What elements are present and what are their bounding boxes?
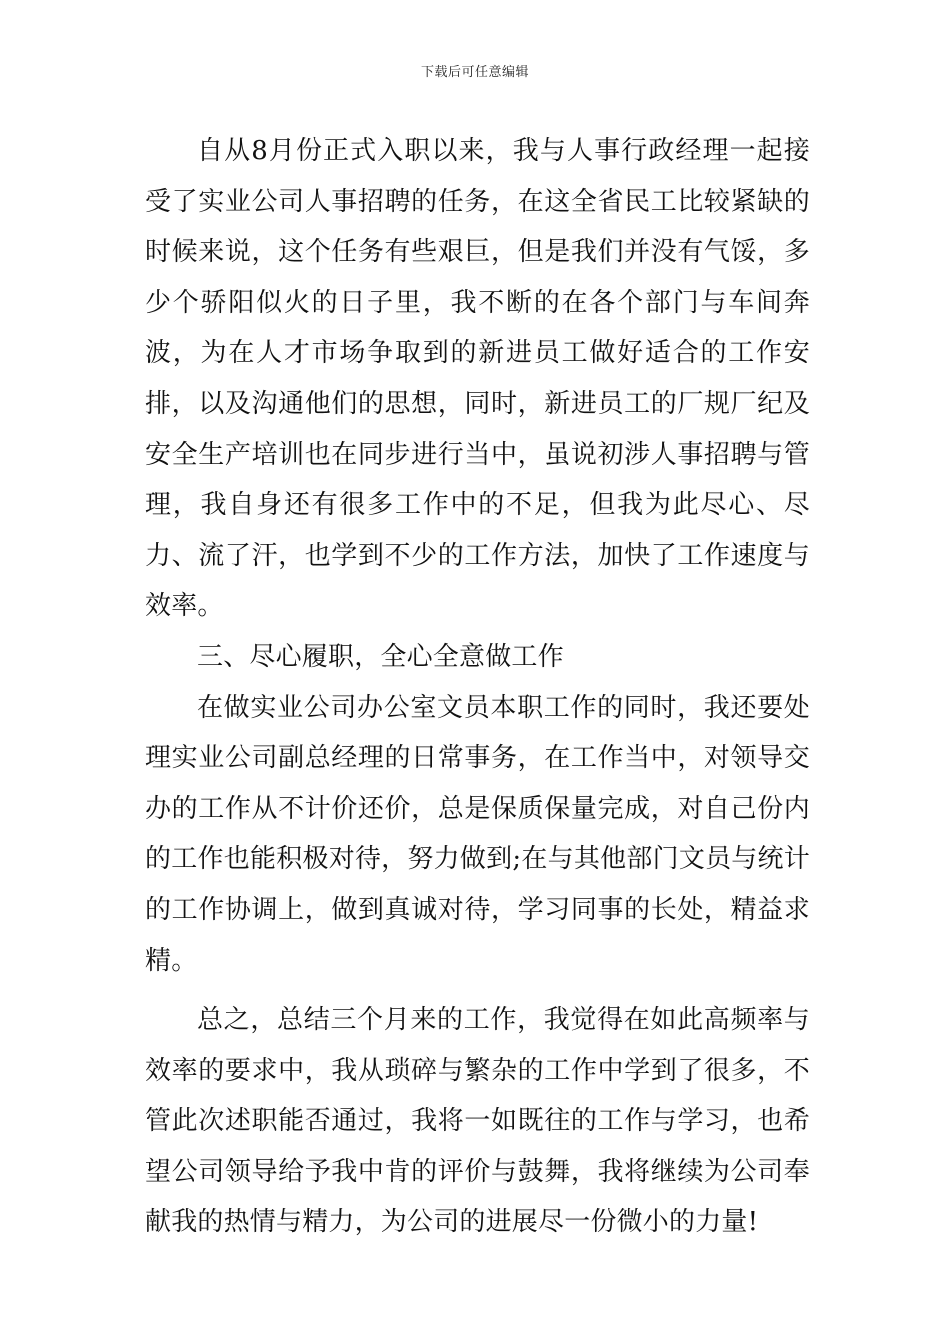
page-header-note: 下载后可任意编辑: [420, 65, 529, 80]
paragraph-summary: 总之，总结三个月来的工作，我觉得在如此高频率与效率的要求中，我从琐碎与繁杂的工作中学到了很多，不管此次述职能否通过，我将一如既往的工作与学习，也希望公司领导给予我中肯的评价与鼓舞，我将继续为公司奉献我的热情与精力，为公司的进展尽一份微小的力量!: [145, 1005, 810, 1238]
document-body: [145, 126, 810, 1248]
section-heading-duty: 三、尽心履职，全心全意做工作: [197, 641, 564, 672]
paragraph-recruitment: 自从8月份正式入职以来，我与人事行政经理一起接受了实业公司人事招聘的任务，在这全省民工比较紧缺的时候来说，这个任务有些艰巨，但是我们并没有气馁，多少个骄阳似火的日子里，我不断的在各个部门与车间奔波，为在人才市场争取到的新进员工做好适合的工作安排，以及沟通他们的思想，同时，新进员工的厂规厂纪及安全生产培训也在同步进行当中，虽说初涉人事招聘与管理，我自身还有很多工作中的不足，但我为此尽心、尽力、流了汗，也学到不少的工作方法，加快了工作速度与效率。: [145, 136, 810, 622]
paragraph-office-work: 在做实业公司办公室文员本职工作的同时，我还要处理实业公司副总经理的日常事务，在工作当中，对领导交办的工作从不计价还价，总是保质保量完成，对自己份内的工作也能积极对待，努力做到;在与其他部门文员与统计的工作协调上，做到真诚对待，学习同事的长处，精益求精。: [145, 692, 810, 976]
